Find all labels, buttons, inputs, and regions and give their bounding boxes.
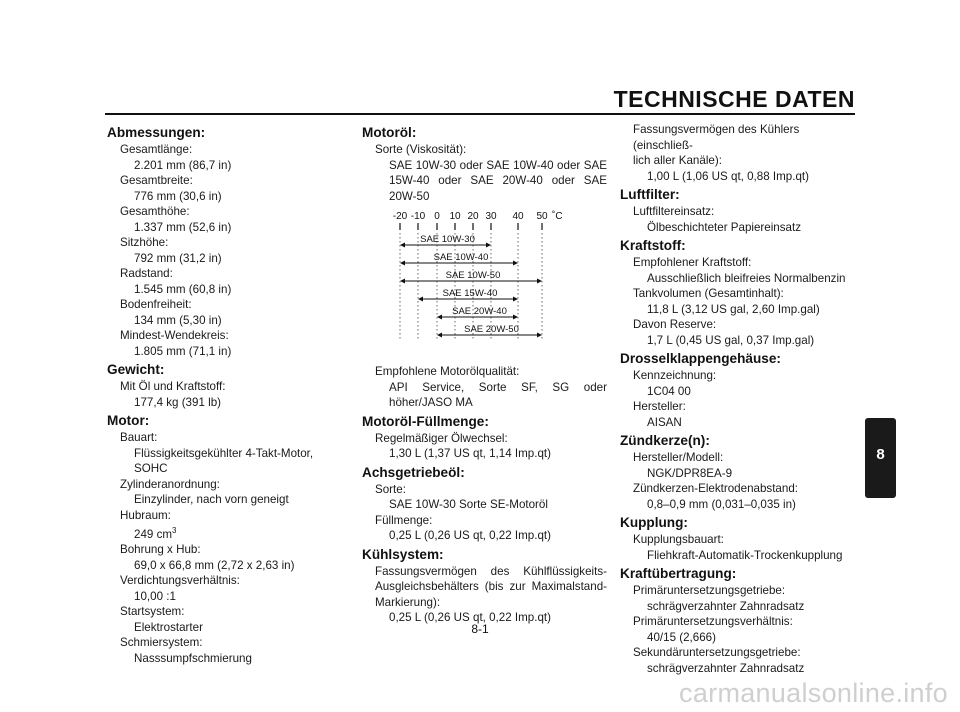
viscosity-range-arrow-right: [513, 315, 518, 320]
dimensions-heading: Abmessungen:: [107, 125, 206, 140]
column-right: [620, 122, 860, 676]
engine-type-value-line1: Flüssigkeitsgekühlter 4-Takt-Motor,: [134, 446, 314, 460]
oil-change-value: 1,30 L (1,37 US qt, 1,14 Imp.qt): [389, 447, 551, 460]
cylinder-label: Zylinderanordnung:: [120, 477, 220, 491]
final-gear-type-value: SAE 10W-30 Sorte SE-Motoröl: [389, 498, 548, 511]
wheelbase-label: Radstand:: [120, 267, 173, 280]
viscosity-range-arrow-left: [437, 333, 442, 338]
fuel-heading: Kraftstoff:: [620, 238, 686, 253]
lubrication-value: Nasssumpfschmierung: [134, 651, 252, 665]
turning-radius-value: 1.805 mm (71,1 in): [134, 344, 232, 358]
clutch-heading: Kupplung:: [620, 515, 688, 530]
cylinder-value: Einzylinder, nach vorn geneigt: [134, 493, 289, 506]
primary-gear-label: Primäruntersetzungsgetriebe:: [633, 584, 786, 597]
radiator-line2: lich aller Kanäle):: [633, 154, 722, 167]
page-header-title: TECHNISCHE DATEN: [613, 86, 855, 112]
cooling-line3: Markierung):: [375, 595, 441, 609]
temp-tick-label: -10: [410, 211, 426, 222]
oil-quality-label: Empfohlene Motorölqualität:: [375, 365, 520, 378]
tank-label: Tankvolumen (Gesamtinhalt):: [633, 287, 784, 300]
oil-grade-line1: SAE 10W-30 oder SAE 10W-40 oder SAE: [389, 158, 607, 172]
spark-gap-label: Zündkerzen-Elektrodenabstand:: [633, 482, 798, 495]
starting-label: Startsystem:: [120, 605, 185, 619]
temp-tick-label: 0: [434, 211, 440, 222]
total-length-value: 2.201 mm (86,7 in): [134, 158, 232, 172]
weight-heading: Gewicht:: [107, 362, 165, 377]
column-left: [107, 122, 342, 666]
temp-tick-label: 40: [512, 211, 524, 222]
primary-gear-value: schrägverzahnter Zahnradsatz: [647, 599, 805, 613]
viscosity-range-label: SAE 20W-50: [464, 324, 519, 335]
seat-height-value: 792 mm (31,2 in): [134, 251, 222, 265]
temp-tick-label: -20: [392, 211, 408, 222]
secondary-gear-value: schrägverzahnter Zahnradsatz: [647, 661, 805, 675]
engine-heading: Motor:: [107, 413, 150, 428]
throttle-maker-label: Hersteller:: [633, 400, 686, 413]
oil-change-label: Regelmäßiger Ölwechsel:: [375, 431, 508, 445]
viscosity-range-label: SAE 20W-40: [452, 306, 507, 317]
ground-clearance-value: 134 mm (5,30 in): [134, 313, 222, 327]
oil-grade-label: Sorte (Viskosität):: [375, 143, 467, 156]
fuel-recommended-value: Ausschließlich bleifreies Normalbenzin: [647, 271, 846, 285]
cooling-heading: Kühlsystem:: [362, 546, 444, 562]
engine-oil-heading: Motoröl:: [362, 125, 417, 140]
displacement-sup: 3: [172, 526, 177, 535]
spark-maker-label: Hersteller/Modell:: [633, 451, 724, 464]
ground-clearance-label: Bodenfreiheit:: [120, 298, 192, 311]
chapter-number: 8: [876, 446, 885, 463]
viscosity-range-label: SAE 15W-40: [442, 288, 498, 299]
chapter-side-tab[interactable]: [865, 418, 896, 498]
viscosity-range-arrow-left: [418, 297, 423, 302]
temp-tick-label: 50: [536, 211, 548, 222]
spark-gap-value: 0,8–0,9 mm (0,031–0,035 in): [647, 497, 796, 511]
viscosity-range-arrow-right: [537, 333, 542, 338]
primary-ratio-label: Primäruntersetzungsverhältnis:: [633, 615, 793, 628]
throttle-maker-value: AISAN: [647, 415, 682, 429]
fuel-recommended-label: Empfohlener Kraftstoff:: [633, 256, 752, 269]
final-gear-qty-value: 0,25 L (0,26 US qt, 0,22 Imp.qt): [389, 529, 551, 542]
clutch-label: Kupplungsbauart:: [633, 533, 724, 546]
final-gear-qty-label: Füllmenge:: [375, 513, 433, 527]
final-gear-heading: Achsgetriebeöl:: [362, 464, 465, 480]
turning-radius-label: Mindest-Wendekreis:: [120, 329, 229, 342]
total-length-label: Gesamtlänge:: [120, 143, 193, 156]
oil-viscosity-chart: [385, 207, 570, 342]
viscosity-range-label: SAE 10W-40: [433, 252, 489, 263]
viscosity-range-arrow-right: [537, 279, 542, 284]
weight-label: Mit Öl und Kraftstoff:: [120, 380, 226, 393]
tank-value: 11,8 L (3,12 US gal, 2,60 Imp.gal): [647, 302, 820, 316]
viscosity-range-arrow-left: [400, 261, 405, 266]
throttle-body-heading: Drosselklappengehäuse:: [620, 351, 781, 366]
temp-tick-label: 30: [485, 211, 497, 222]
spark-plug-heading: Zündkerze(n):: [620, 433, 710, 448]
header-rule: [105, 113, 855, 115]
cooling-line2: Ausgleichsbehälters (bis zur Maximalstand-: [375, 580, 607, 593]
air-filter-heading: Luftfilter:: [620, 187, 680, 202]
compression-label: Verdichtungsverhältnis:: [120, 574, 240, 588]
oil-grade-line2: 15W-40 oder SAE 20W-40 oder SAE: [389, 174, 607, 187]
throttle-id-value: 1C04 00: [647, 384, 691, 398]
cooling-line1: Fassungsvermögen des Kühlflüssigkeits-: [375, 564, 607, 578]
bore-stroke-label: Bohrung x Hub:: [120, 543, 201, 557]
displacement-label: Hubraum:: [120, 508, 171, 522]
total-width-label: Gesamtbreite:: [120, 174, 193, 187]
seat-height-label: Sitzhöhe:: [120, 236, 169, 249]
drivetrain-heading: Kraftübertragung:: [620, 566, 737, 581]
secondary-gear-label: Sekundäruntersetzungsgetriebe:: [633, 646, 801, 659]
clutch-value: Fliehkraft-Automatik-Trockenkupplung: [647, 548, 843, 562]
viscosity-range-label: SAE 10W-50: [445, 270, 501, 281]
temp-tick-label: 10: [449, 211, 461, 222]
viscosity-range-arrow-right: [513, 261, 518, 266]
starting-value: Elektrostarter: [134, 620, 203, 634]
radiator-line1: Fassungsvermögen des Kühlers (einschließ-: [633, 123, 800, 152]
total-height-value: 1.337 mm (52,6 in): [134, 220, 232, 234]
compression-value: 10,00 :1: [134, 589, 176, 603]
viscosity-range-arrow-left: [437, 315, 442, 320]
oil-grade-line3: 20W-50: [389, 189, 430, 203]
oil-quality-line2: höher/JASO MA: [389, 396, 473, 409]
air-filter-label: Luftfiltereinsatz:: [633, 205, 715, 218]
viscosity-range-label: SAE 10W-30: [420, 234, 475, 245]
radiator-value: 1,00 L (1,06 US qt, 0,88 Imp.qt): [647, 169, 809, 183]
displacement-value: [107, 523, 342, 542]
engine-type-value-line2: SOHC: [134, 462, 168, 475]
displacement-number: 249 cm: [134, 527, 173, 541]
watermark: carmanualsonline.info: [679, 678, 948, 708]
page-number: 8-1: [471, 622, 489, 636]
engine-type-label: Bauart:: [120, 431, 158, 444]
spark-maker-value: NGK/DPR8EA-9: [647, 466, 733, 480]
wheelbase-value: 1.545 mm (60,8 in): [134, 282, 232, 296]
reserve-label: Davon Reserve:: [633, 318, 717, 331]
weight-value: 177,4 kg (391 lb): [134, 395, 222, 409]
viscosity-range-arrow-left: [400, 243, 405, 248]
bore-stroke-value: 69,0 x 66,8 mm (2,72 x 2,63 in): [134, 558, 295, 572]
lubrication-label: Schmiersystem:: [120, 636, 203, 650]
cooling-value: 0,25 L (0,26 US qt, 0,22 Imp.qt): [389, 611, 551, 624]
oil-quantity-heading: Motoröl-Füllmenge:: [362, 413, 489, 429]
reserve-value: 1,7 L (0,45 US gal, 0,37 Imp.gal): [647, 333, 815, 347]
primary-ratio-value: 40/15 (2,666): [647, 630, 716, 644]
oil-quality-line1: API Service, Sorte SF, SG oder: [389, 380, 607, 394]
throttle-id-label: Kennzeichnung:: [633, 369, 717, 382]
total-height-label: Gesamthöhe:: [120, 205, 190, 218]
viscosity-range-arrow-right: [486, 243, 491, 248]
air-filter-value: Ölbeschichteter Papiereinsatz: [647, 220, 802, 234]
column-middle: [362, 122, 607, 626]
temp-tick-label: 20: [467, 211, 479, 222]
temp-unit-label: ˚C: [552, 211, 563, 222]
final-gear-type-label: Sorte:: [375, 482, 406, 496]
viscosity-range-arrow-right: [513, 297, 518, 302]
total-width-value: 776 mm (30,6 in): [134, 189, 222, 203]
viscosity-range-arrow-left: [400, 279, 405, 284]
